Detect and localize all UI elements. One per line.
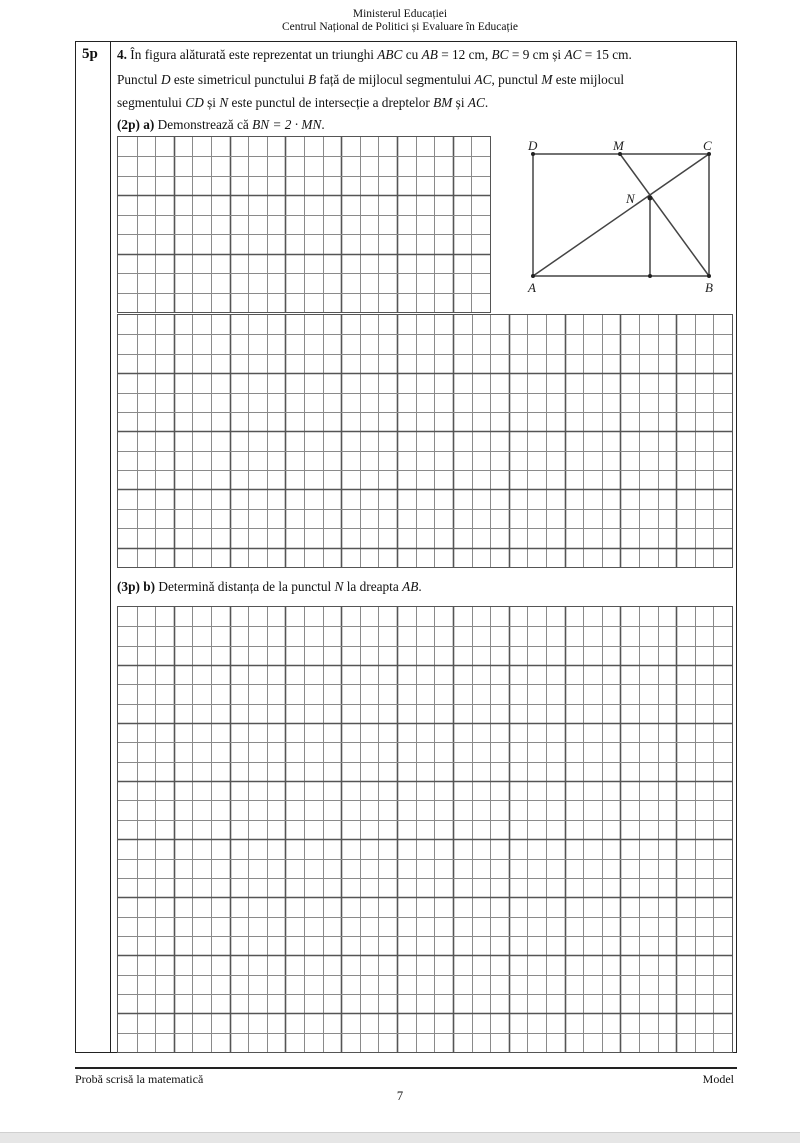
- text: = 9 cm și: [508, 47, 565, 62]
- text: = 15 cm.: [581, 47, 632, 62]
- text: este simetricul punctului: [170, 72, 308, 87]
- header-ministry: Ministerul Educației: [352, 8, 448, 20]
- footer-model: Model: [702, 1072, 734, 1086]
- page-number: 7: [396, 1089, 404, 1103]
- part-a-prompt: [117, 117, 325, 133]
- math: AB: [402, 579, 419, 594]
- text: Demonstrează că: [154, 117, 253, 132]
- statement-line-2: [117, 72, 624, 88]
- math: AB: [421, 47, 438, 62]
- text: În figura alăturată este reprezentat un triunghi: [126, 47, 378, 62]
- viewer-bottom-edge: [0, 1132, 800, 1143]
- math: N: [334, 579, 344, 594]
- math: CD: [185, 95, 204, 110]
- math: ABC: [377, 47, 403, 62]
- rectangle-diagram: [520, 136, 730, 296]
- points-column: [75, 41, 111, 1053]
- math: BN = 2 · MN: [252, 117, 322, 132]
- statement-line-3: [117, 95, 488, 111]
- grid-lines: [118, 607, 732, 1052]
- footer-subject: Probă scrisă la matematică: [75, 1072, 204, 1086]
- text: Punctul: [117, 72, 161, 87]
- label-B: B: [705, 280, 713, 295]
- math: AC: [564, 47, 582, 62]
- text: = 12 cm,: [437, 47, 492, 62]
- grid-lines: [118, 137, 490, 312]
- text: , punctul: [491, 72, 542, 87]
- math: B: [307, 72, 317, 87]
- math: BC: [491, 47, 509, 62]
- math: N: [219, 95, 229, 110]
- label-N: N: [626, 191, 635, 206]
- label-D: D: [528, 138, 538, 153]
- text: cu: [402, 47, 422, 62]
- math: BM: [433, 95, 453, 110]
- part-b-label: (3p) b): [117, 579, 156, 594]
- part-a-label: (2p) a): [117, 117, 155, 132]
- text: la dreapta: [343, 579, 403, 594]
- text: Determină distanța de la punctul: [155, 579, 335, 594]
- text: segmentului: [117, 95, 186, 110]
- math: AC: [474, 72, 492, 87]
- label-C: C: [703, 138, 712, 153]
- answer-grid-b[interactable]: [117, 606, 733, 1053]
- label-M: M: [613, 138, 624, 153]
- text: și: [203, 95, 220, 110]
- geometry-figure: [520, 136, 730, 296]
- footer-rule: [75, 1067, 737, 1069]
- math: D: [160, 72, 171, 87]
- text: .: [484, 95, 489, 110]
- text: și: [452, 95, 468, 110]
- problem-points: 5p: [82, 46, 98, 62]
- label-A: A: [528, 280, 536, 295]
- math: M: [541, 72, 553, 87]
- grid-lines: [118, 315, 732, 567]
- text: .: [321, 117, 325, 132]
- statement-line-1: [117, 47, 632, 63]
- text: .: [418, 579, 422, 594]
- text: este punctul de intersecție a dreptelor: [228, 95, 434, 110]
- answer-grid-a-small[interactable]: [117, 136, 491, 313]
- problem-number: 4.: [117, 47, 127, 62]
- answer-grid-a-large[interactable]: [117, 314, 733, 568]
- text: față de mijlocul segmentului: [316, 72, 475, 87]
- text: este mijlocul: [552, 72, 625, 87]
- math: AC: [467, 95, 485, 110]
- part-b-prompt: [117, 579, 422, 595]
- header-center: Centrul Național de Politici și Evaluare în Educație: [281, 21, 518, 33]
